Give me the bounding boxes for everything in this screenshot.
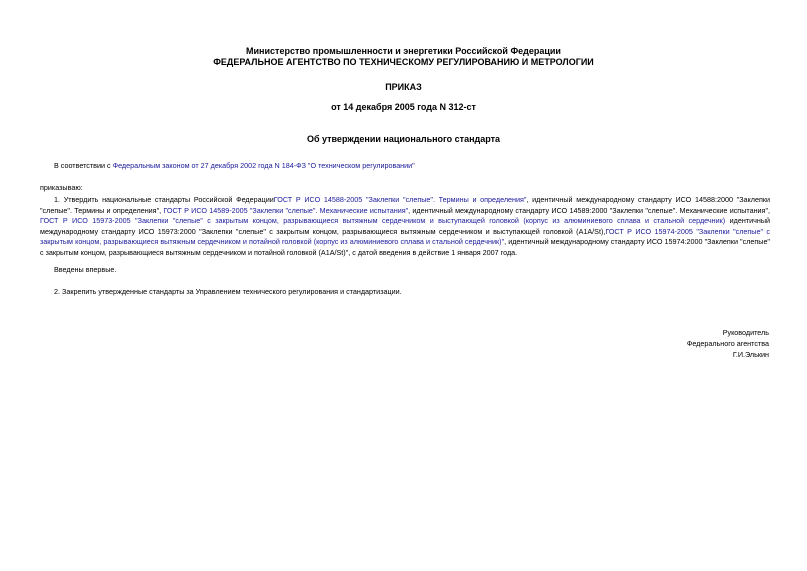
intro-prefix: В соответствии с	[54, 161, 113, 170]
paragraph-2: 2. Закрепить утвержденные стандарты за Управлением технического регулирования и стандартизации.	[54, 287, 402, 296]
order-date: от 14 декабря 2005 года N 312-ст	[331, 102, 476, 112]
order-word: приказываю:	[40, 183, 83, 192]
paragraph-1	[40, 195, 770, 258]
order-title: ПРИКАЗ	[385, 82, 422, 92]
federal-law-link[interactable]: Федеральным законом от 27 декабря 2002 года N 184-ФЗ "О техническом регулировании"	[112, 161, 415, 170]
first-time-note: Введены впервые.	[54, 265, 117, 274]
gost-15973-link[interactable]: ГОСТ Р ИСО 15973-2005 "Заклепки "слепые" с закрытым концом, разрывающиеся вытяжным сердечником и выступающей головкой (корпус из алюминиевого сплава и стальной сердечник)	[40, 216, 726, 225]
p1-text-d: идентичный международному стандарту ИСО 15973:2000 "Заклепки "слепые" с закрытым концом, разрывающиеся вытяжным сердечником и выступающей головкой (A1A/St),	[40, 216, 771, 236]
signer-org: Федерального агентства	[686, 339, 769, 348]
agency-name: ФЕДЕРАЛЬНОЕ АГЕНТСТВО ПО ТЕХНИЧЕСКОМУ РЕГУЛИРОВАНИЮ И МЕТРОЛОГИИ	[213, 57, 594, 67]
p1-text-a: 1. Утвердить национальные стандарты Российской Федерации	[54, 195, 274, 204]
signature-block	[687, 327, 769, 360]
gost-15974-link[interactable]: ГОСТ Р ИСО 15974-2005 "Заклепки "слепые" с закрытым концом, разрывающиеся вытяжным сердечником и потайной головкой (корпус из алюминиевого сплава и стальной сердечник)"	[40, 226, 771, 246]
gost-14588-link[interactable]: ГОСТ Р ИСО 14588-2005 "Заклепки "слепые". Термины и определения"	[273, 195, 527, 204]
p1-text-b: , идентичный международному стандарту ИСО 14588:2000 "Заклепки "слепые". Термины и определения",	[40, 195, 771, 215]
intro-paragraph	[54, 161, 770, 172]
document-header	[0, 46, 807, 68]
gost-14589-link[interactable]: ГОСТ Р ИСО 14589-2005 "Заклепки "слепые". Механические испытания"	[163, 205, 409, 215]
signer-name: Г.И.Элькин	[732, 350, 769, 359]
signer-position: Руководитель	[722, 328, 769, 337]
order-subject: Об утверждении национального стандарта	[306, 134, 501, 144]
p1-text-e: , идентичный международному стандарту ИСО 15974:2000 "Заклепки "слепые" с закрытым концом, разрывающиеся вытяжным сердечником и потайной головкой (A1A/St)", с датой введения в действие 1 января 2007 года.	[40, 237, 770, 257]
ministry-name: Министерство промышленности и энергетики Российской Федерации	[246, 46, 561, 56]
p1-text-c: , идентичный международному стандарту ИСО 14589:2000 "Заклепки "слепые". Механические испытания",	[408, 205, 770, 215]
